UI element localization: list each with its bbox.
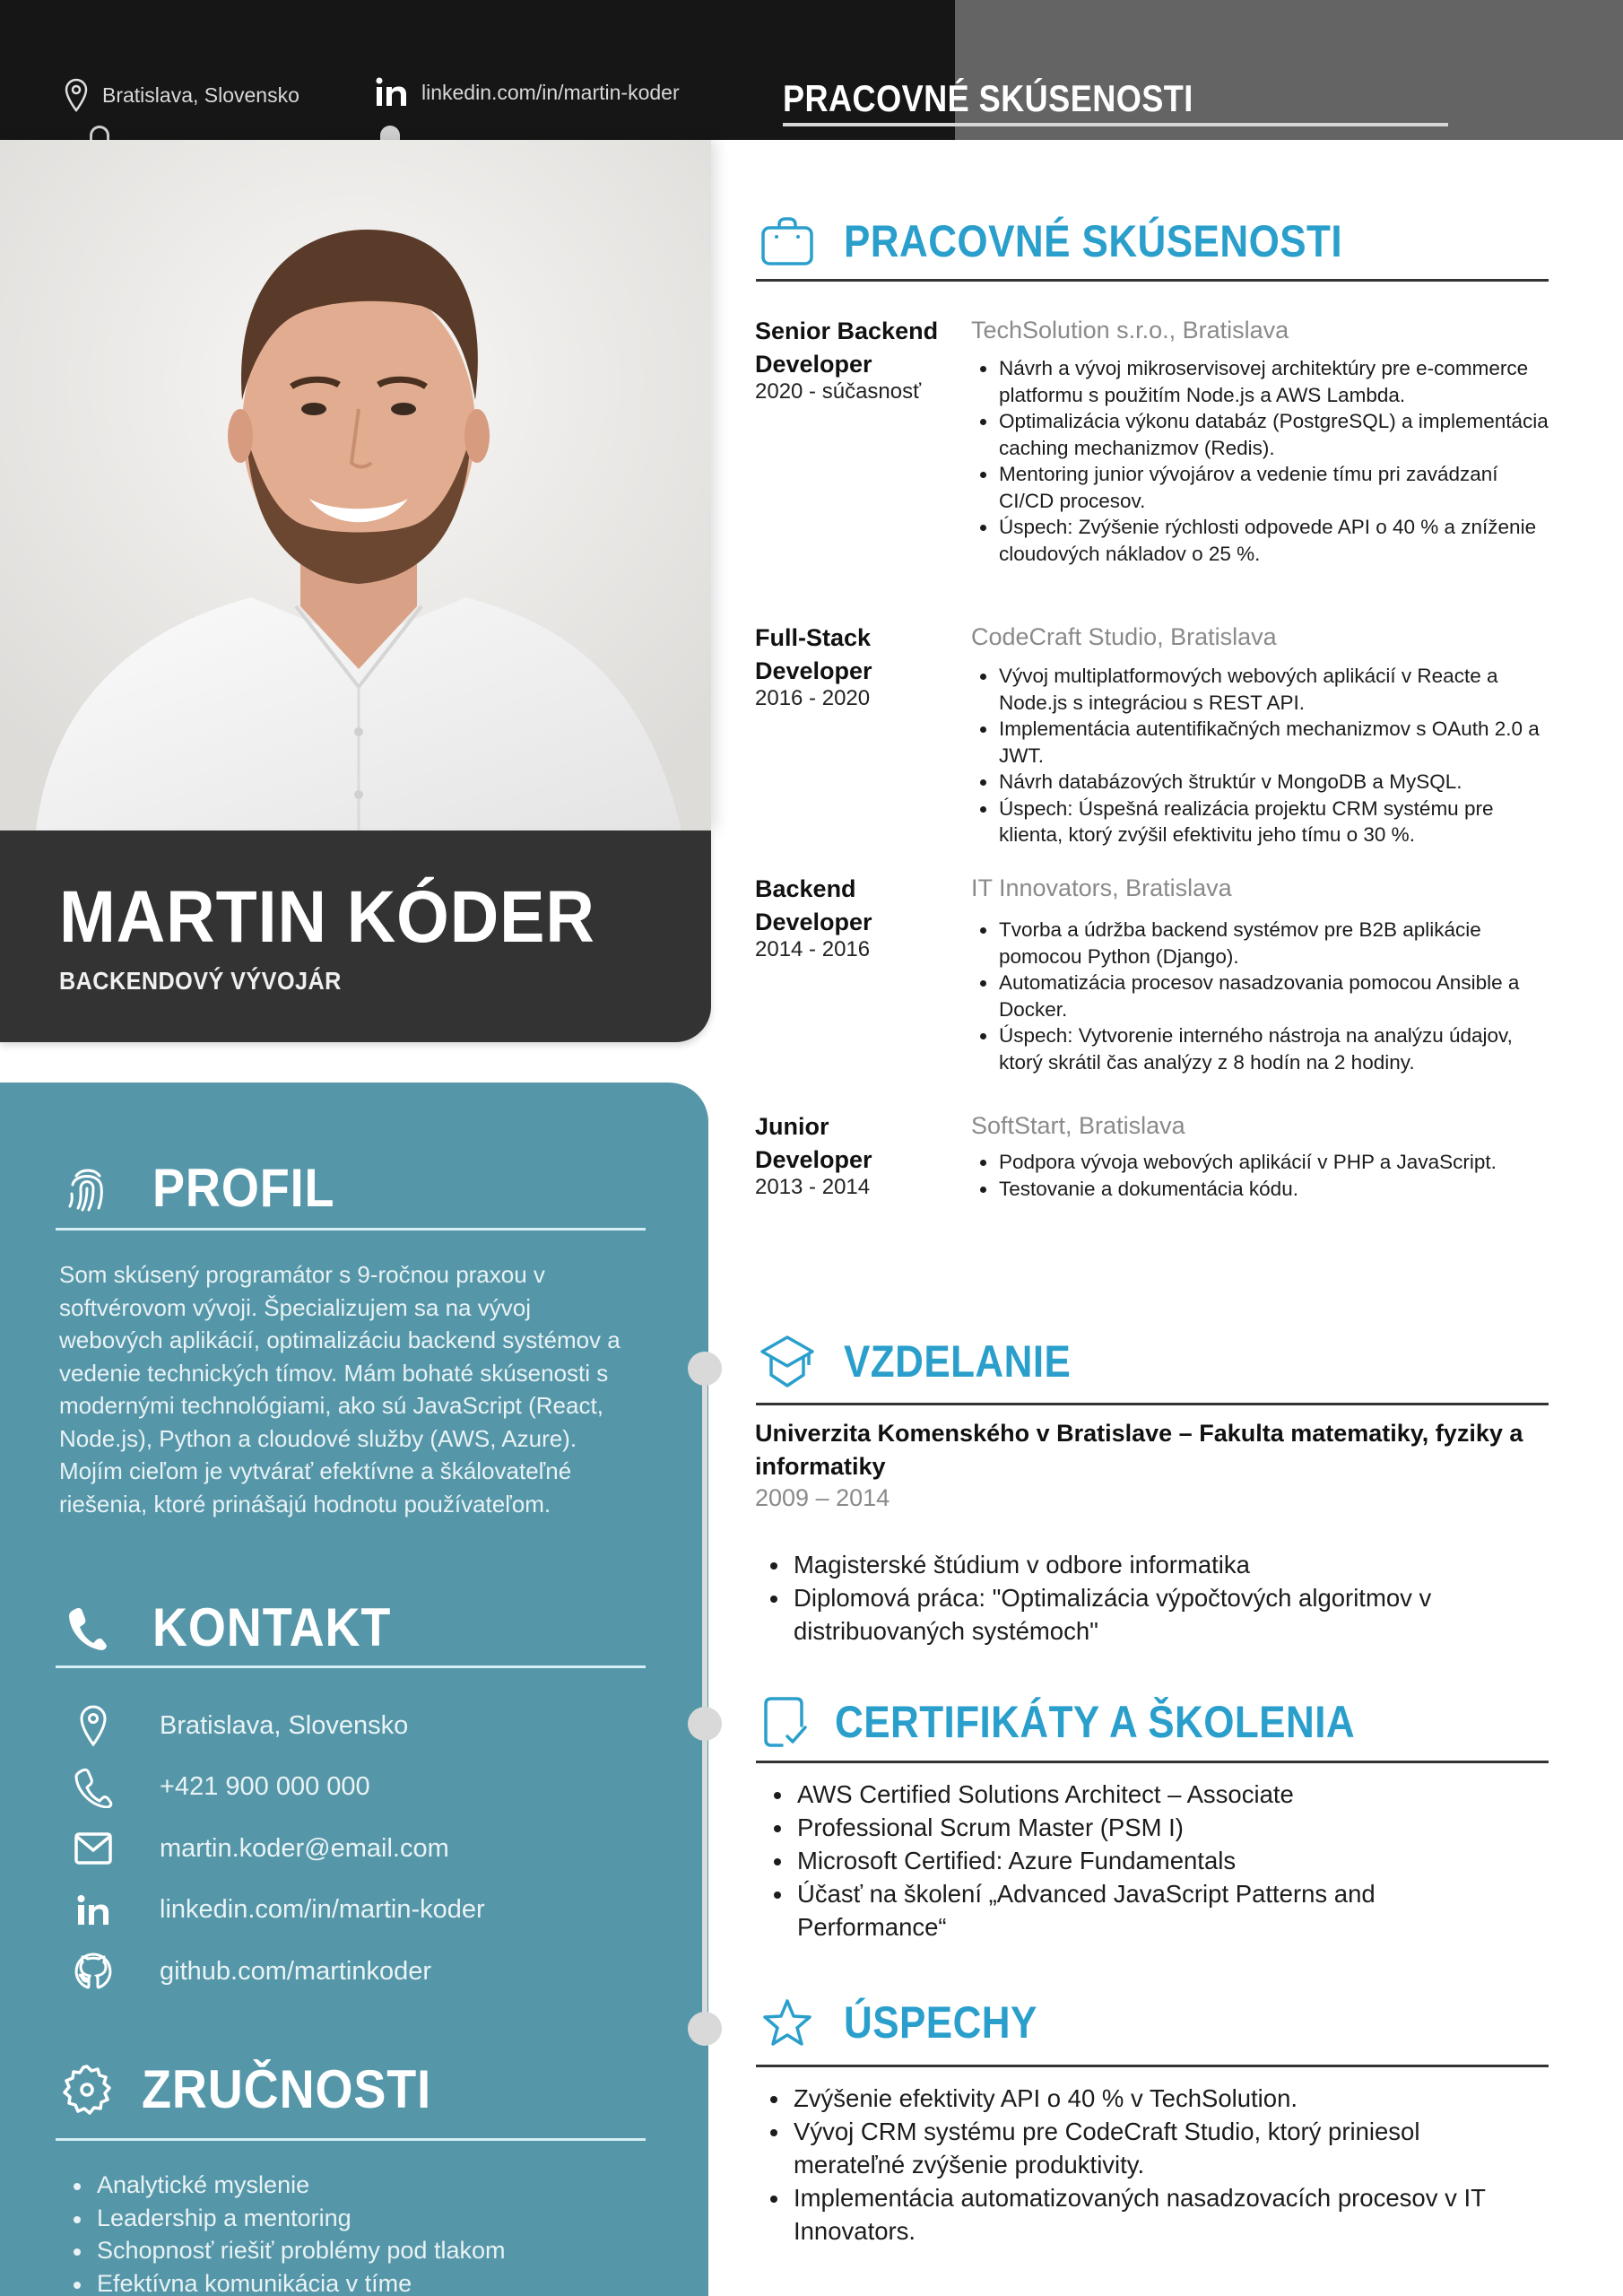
contact-heading bbox=[56, 1596, 418, 1658]
mail-icon bbox=[59, 1831, 127, 1866]
timeline-dot bbox=[688, 1352, 722, 1386]
phone-icon bbox=[59, 1767, 127, 1808]
certificates-heading bbox=[758, 1695, 1426, 1749]
skill-item: Efektívna komunikácia v tíme bbox=[70, 2267, 505, 2296]
candidate-name: MARTIN KÓDER bbox=[59, 876, 595, 958]
divider bbox=[56, 1665, 646, 1668]
job-bullet: Mentoring junior vývojárov a vedenie tímu pri zavádzaní CI/CD procesov. bbox=[976, 461, 1550, 514]
certificate-item: Microsoft Certified: Azure Fundamentals bbox=[761, 1844, 1425, 1877]
job-company: IT Innovators, Bratislava bbox=[971, 874, 1232, 901]
contact-email-text[interactable]: martin.koder@email.com bbox=[160, 1833, 449, 1863]
github-icon bbox=[59, 1952, 127, 1991]
top-bar-location-text: Bratislava, Slovensko bbox=[102, 83, 299, 107]
divider bbox=[783, 123, 1448, 126]
contact-phone[interactable] bbox=[59, 1757, 485, 1819]
linkedin-icon bbox=[59, 1894, 127, 1926]
graduation-cap-icon bbox=[758, 1335, 817, 1388]
job-bullet: Návrh databázových štruktúr v MongoDB a MySQL. bbox=[976, 769, 1550, 796]
timeline-dot bbox=[688, 1707, 722, 1741]
name-block bbox=[0, 831, 711, 1042]
top-bar-location bbox=[63, 77, 299, 113]
job-bullets bbox=[976, 355, 1550, 567]
contact-location-text: Bratislava, Slovensko bbox=[160, 1710, 409, 1740]
location-pin-icon bbox=[59, 1704, 127, 1747]
divider bbox=[56, 2138, 646, 2141]
contact-title: KONTAKT bbox=[152, 1597, 392, 1657]
job-bullet: Implementácia autentifikačných mechanizmov s OAuth 2.0 a JWT. bbox=[976, 716, 1550, 769]
experience-title: PRACOVNÉ SKÚSENOSTI bbox=[844, 216, 1343, 266]
phone-icon bbox=[56, 1605, 118, 1650]
cropped-icon bbox=[90, 126, 109, 140]
education-bullet: Diplomová práca: "Optimalizácia výpočtových algoritmov v distribuovaných systémoch" bbox=[758, 1581, 1493, 1648]
education-bullet: Magisterské štúdium v odbore informatika bbox=[758, 1548, 1493, 1581]
profile-summary: Som skúsený programátor s 9-ročnou praxou v softvérovom vývoji. Špecializujem sa na vývoj webových aplikácií, optimalizáciu backend systémov a vedenie technických tímov. Mám bohaté skúsenosti s modernými technológiami, ako sú JavaScript (React, Node.js), Python a cloudové služby (AWS, Azure). Mojím cieľom je vytvárať efektívne a škálovateľné riešenia, ktoré prinášajú hodnotu používateľom. bbox=[59, 1261, 621, 1518]
fingerprint-icon bbox=[56, 1163, 118, 1213]
job-bullet: Návrh a vývoj mikroservisovej architektúry pre e-commerce platformu s použitím Node.js a AWS Lambda. bbox=[976, 355, 1550, 408]
job-dates: 2020 - súčasnosť bbox=[755, 379, 922, 404]
job-bullet: Úspech: Zvýšenie rýchlosti odpovede API o 40 % a zníženie cloudových nákladov o 25 %. bbox=[976, 514, 1550, 567]
location-pin-icon bbox=[63, 77, 90, 113]
divider bbox=[756, 1761, 1549, 1763]
briefcase-icon bbox=[758, 216, 817, 266]
certificate-item: Professional Scrum Master (PSM I) bbox=[761, 1811, 1425, 1844]
job-bullet: Automatizácia procesov nasadzovania pomocou Ansible a Docker. bbox=[976, 970, 1550, 1022]
certificate-item: Účasť na školení „Advanced JavaScript Patterns and Performance“ bbox=[761, 1877, 1425, 1944]
contact-linkedin[interactable] bbox=[59, 1880, 485, 1942]
contact-phone-text[interactable]: +421 900 000 000 bbox=[160, 1772, 370, 1802]
skill-item: Analytické myslenie bbox=[70, 2169, 505, 2202]
job-bullet: Vývoj multiplatformových webových aplikácií v Reacte a Node.js s integráciou s REST API. bbox=[976, 663, 1550, 716]
job-bullet: Optimalizácia výkonu databáz (PostgreSQL) a implementácia caching mechanizmov (Redis). bbox=[976, 408, 1550, 461]
job-company: TechSolution s.r.o., Bratislava bbox=[971, 317, 1289, 344]
divider bbox=[756, 2065, 1549, 2067]
timeline-line bbox=[702, 1365, 707, 2029]
job-title: Full-Stack Developer bbox=[755, 624, 872, 684]
job-dates: 2016 - 2020 bbox=[755, 686, 871, 710]
education-heading bbox=[758, 1335, 1102, 1388]
contact-list bbox=[59, 1695, 485, 2003]
candidate-role: BACKENDOVÝ VÝVOJÁR bbox=[59, 967, 342, 995]
profile-photo bbox=[0, 140, 711, 831]
job-bullets bbox=[976, 917, 1550, 1075]
skill-item: Leadership a mentoring bbox=[70, 2202, 505, 2235]
contact-github[interactable] bbox=[59, 1941, 485, 2003]
job-dates: 2014 - 2016 bbox=[755, 937, 871, 961]
profile-title: PROFIL bbox=[152, 1158, 335, 1218]
achievement-item: Vývoj CRM systému pre CodeCraft Studio, ktorý priniesol merateľné zvýšenie produktivity. bbox=[758, 2115, 1529, 2181]
skills-title: ZRUČNOSTI bbox=[142, 2059, 432, 2119]
skills-heading bbox=[56, 2058, 464, 2120]
profile-heading bbox=[56, 1157, 355, 1219]
job-bullet: Testovanie a dokumentácia kódu. bbox=[976, 1176, 1550, 1203]
skills-list bbox=[70, 2169, 505, 2296]
gear-icon bbox=[56, 2062, 118, 2118]
timeline-dot bbox=[688, 2012, 722, 2046]
divider bbox=[56, 1228, 646, 1231]
education-bullets bbox=[758, 1548, 1493, 1648]
top-bar-linkedin[interactable] bbox=[375, 77, 680, 108]
achievements-title: ÚSPECHY bbox=[844, 1997, 1037, 2048]
job-title: Backend Developer bbox=[755, 875, 872, 935]
job-dates: 2013 - 2014 bbox=[755, 1175, 871, 1199]
education-title: VZDELANIE bbox=[844, 1336, 1072, 1387]
linkedin-icon bbox=[375, 77, 409, 108]
job-bullet: Úspech: Úspešná realizácia projektu CRM systému pre klienta, ktorý zvýšil efektivitu jeho tímu o 30 %. bbox=[976, 796, 1550, 848]
certificate-item: AWS Certified Solutions Architect – Associate bbox=[761, 1778, 1425, 1811]
job-bullets bbox=[976, 1149, 1550, 1202]
achievements-heading bbox=[758, 1996, 1063, 2048]
portrait-illustration bbox=[0, 140, 711, 831]
certificates-list bbox=[761, 1778, 1425, 1944]
top-bar-linkedin-text[interactable]: linkedin.com/in/martin-koder bbox=[421, 80, 680, 104]
job-title: Junior Developer bbox=[755, 1113, 872, 1173]
top-bar-section-title: PRACOVNÉ SKÚSENOSTI bbox=[783, 77, 1193, 119]
divider bbox=[756, 279, 1549, 282]
job-bullet: Úspech: Vytvorenie interného nástroja na analýzu údajov, ktorý skrátil čas analýzy z 8 hodín na 2 hodiny. bbox=[976, 1022, 1550, 1075]
contact-email[interactable] bbox=[59, 1818, 485, 1880]
achievements-list bbox=[758, 2082, 1529, 2248]
job-title: Senior Backend Developer bbox=[755, 317, 939, 378]
divider bbox=[756, 1403, 1549, 1405]
achievement-item: Implementácia automatizovaných nasadzovacích procesov v IT Innovators. bbox=[758, 2181, 1529, 2248]
certificate-check-icon bbox=[758, 1695, 817, 1749]
job-bullet: Podpora vývoja webových aplikácií v PHP a JavaScript. bbox=[976, 1149, 1550, 1176]
skill-item: Schopnosť riešiť problémy pod tlakom bbox=[70, 2234, 505, 2267]
education-school: Univerzita Komenského v Bratislave – Fakulta matematiky, fyziky a informatiky bbox=[755, 1420, 1523, 1480]
job-company: CodeCraft Studio, Bratislava bbox=[971, 623, 1277, 650]
job-bullet: Tvorba a údržba backend systémov pre B2B aplikácie pomocou Python (Django). bbox=[976, 917, 1550, 970]
job-company: SoftStart, Bratislava bbox=[971, 1112, 1185, 1139]
experience-heading bbox=[758, 215, 1410, 267]
contact-location bbox=[59, 1695, 485, 1757]
job-bullets bbox=[976, 663, 1550, 848]
star-icon bbox=[758, 1997, 817, 2048]
achievement-item: Zvýšenie efektivity API o 40 % v TechSolution. bbox=[758, 2082, 1529, 2115]
top-bar bbox=[0, 0, 1623, 140]
education-years: 2009 – 2014 bbox=[755, 1484, 890, 1511]
certificates-title: CERTIFIKÁTY A ŠKOLENIA bbox=[835, 1697, 1356, 1747]
contact-linkedin-text[interactable]: linkedin.com/in/martin-koder bbox=[160, 1895, 485, 1925]
contact-github-text[interactable]: github.com/martinkoder bbox=[160, 1956, 432, 1986]
cropped-icon bbox=[380, 126, 400, 140]
